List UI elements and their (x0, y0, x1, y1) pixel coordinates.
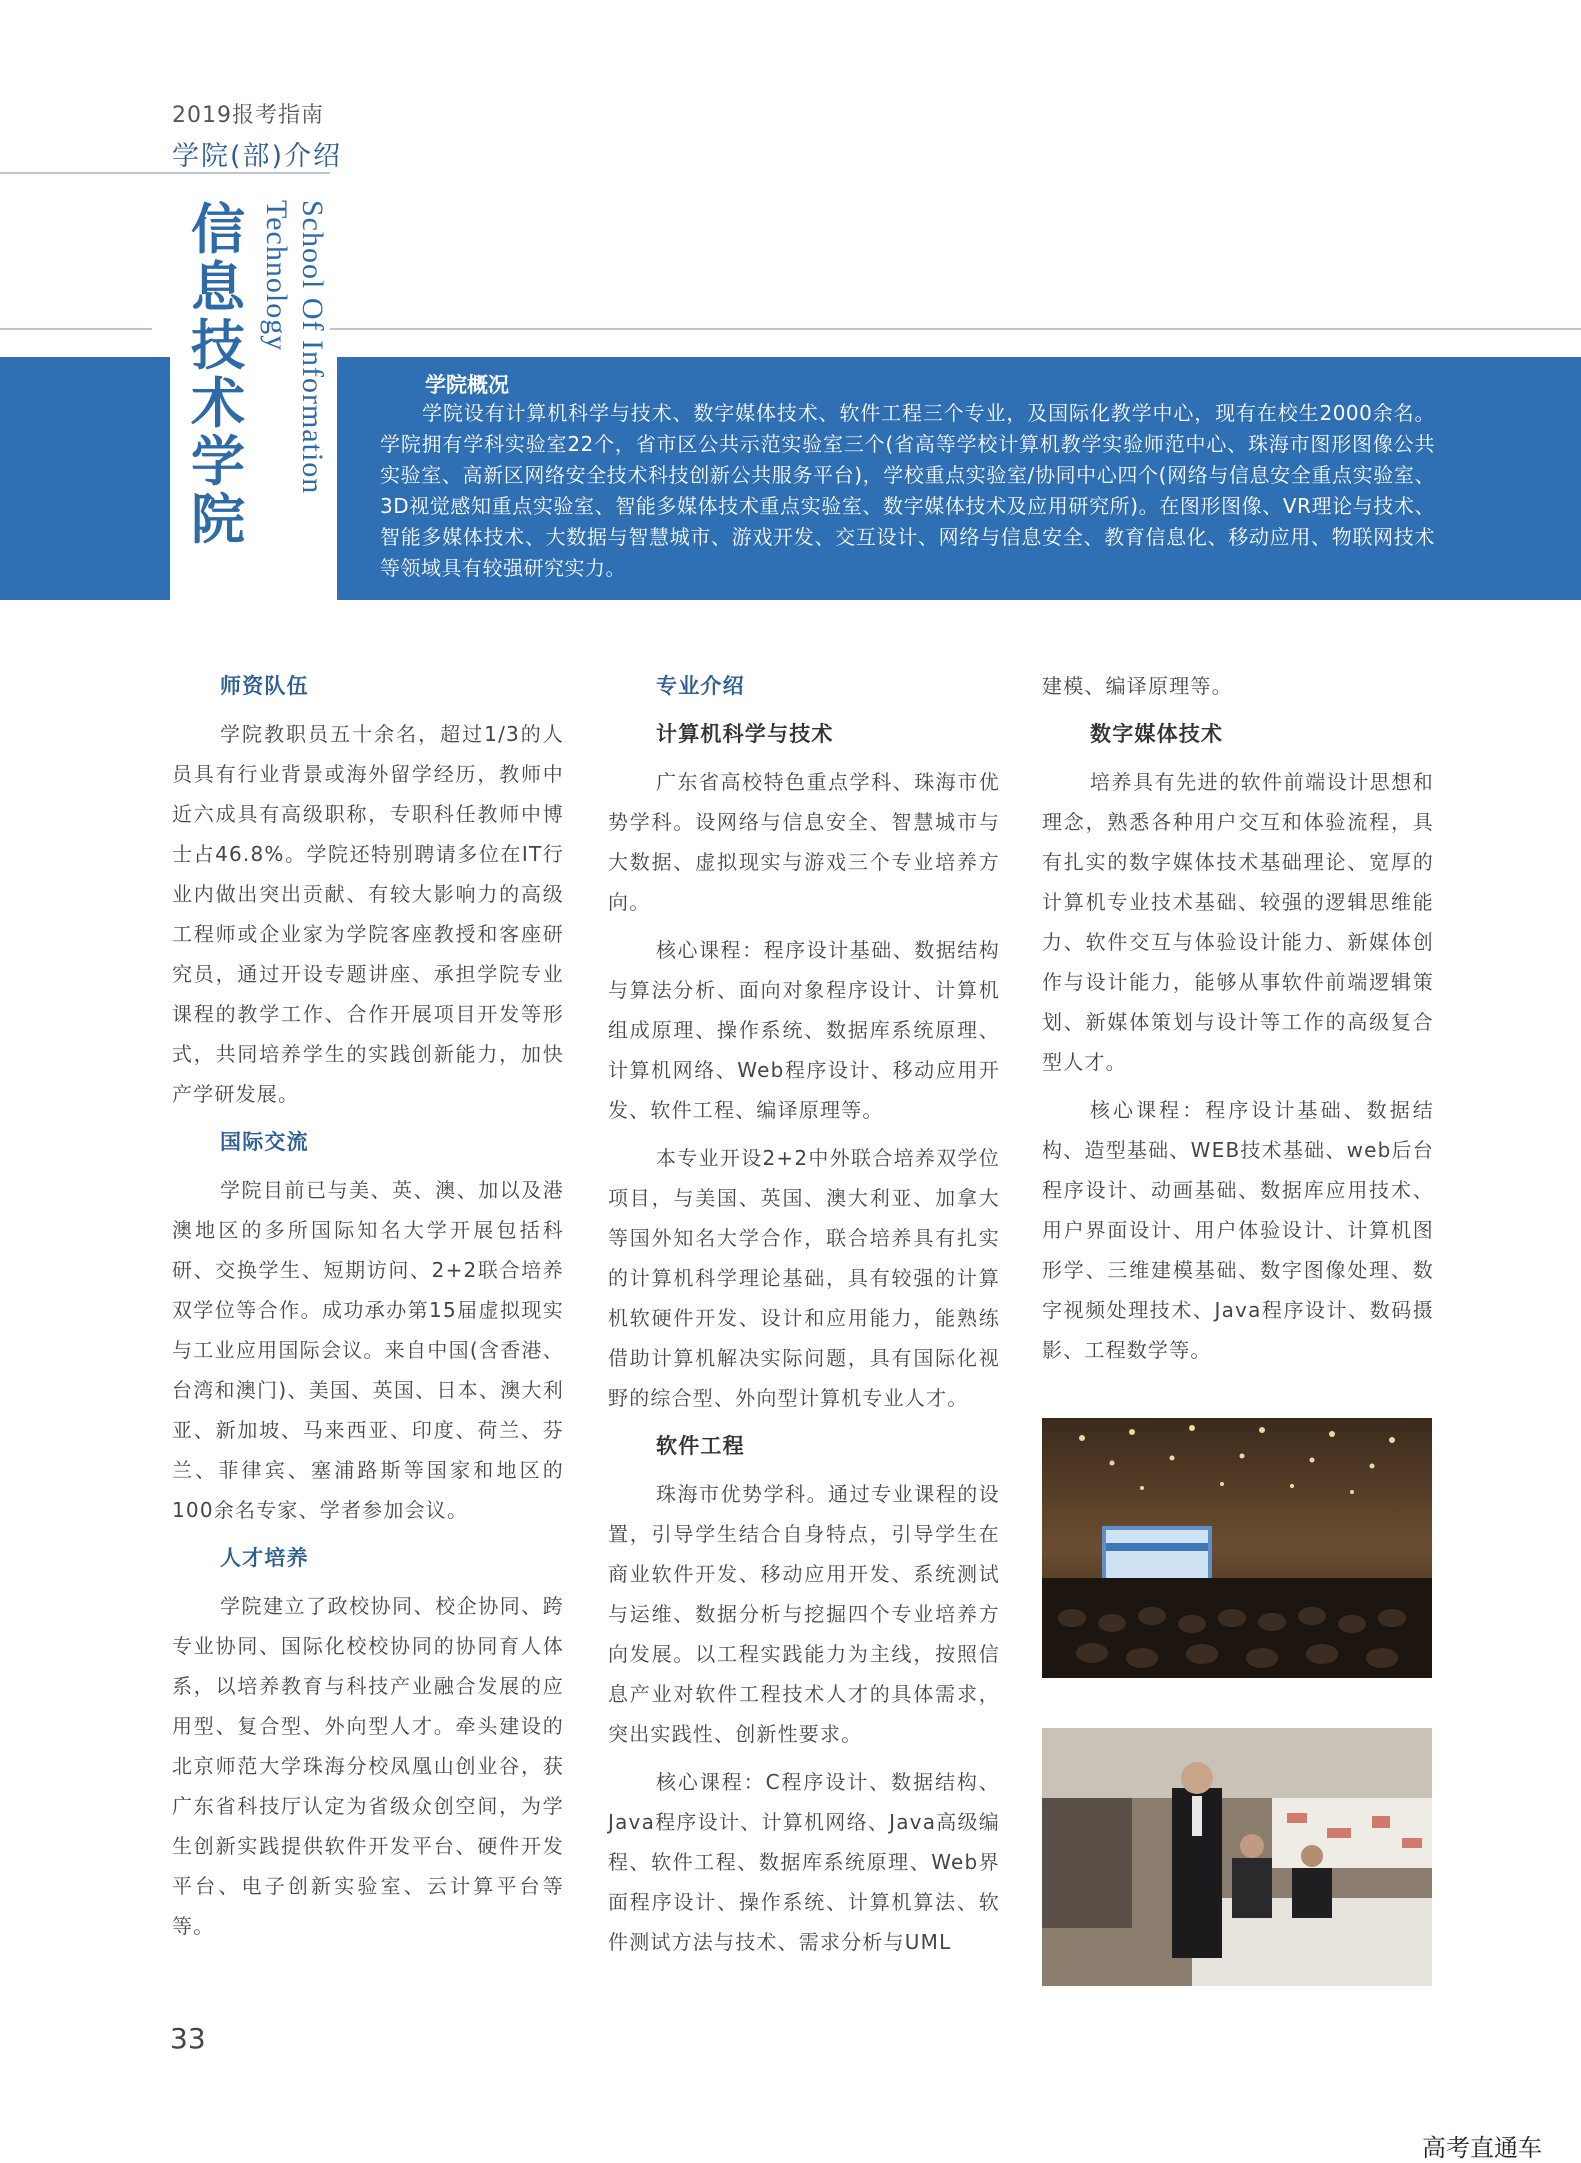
guide-year: 2019报考指南 (172, 103, 324, 128)
classroom-photo-image (1042, 1728, 1432, 1986)
intl-heading: 国际交流 (220, 1130, 309, 1154)
right-divider (330, 328, 1581, 330)
school-name-cn: 信息技术学院 (191, 197, 245, 551)
overview-body: 学院设有计算机科学与技术、数字媒体技术、软件工程三个专业，及国际化教学中心，现有在校生2000余名。学院拥有学科实验室22个，省市区公共示范实验室三个(省高等学校计算机教学实验师范中心、珠海市图形图像公共实验室、高新区网络安全技术科技创新公共服务平台)，学校重点实验室/协同中心四个(网络与信息安全重点实验室、3D视觉感知重点实验室、智能多媒体技术重点实验室、数字媒体技术及应用研究所)。在图形图像、VR理论与技术、智能多媒体技术、大数据与智慧城市、游戏开发、交互设计、网络与信息安全、教育信息化、移动应用、物联网技术等领域具有较强研究实力。 (380, 401, 1435, 580)
cs-paragraph-3: 本专业开设2+2中外联合培养双学位项目，与美国、英国、澳大利亚、加拿大等国外知名大学合作，联合培养具有扎实的计算机科学理论基础，具有较强的计算机软硬件开发、设计和应用能力，能熟练借助计算机解决实际问题，具有国际化视野的综合型、外向型计算机专业人才。 (608, 1146, 1000, 1410)
school-name-en: School Of Information Technology (260, 200, 329, 495)
faculty-paragraph: 学院教职员五十余名，超过1/3的人员具有行业背景或海外留学经历，教师中近六成具有高级职称，专职科任教师中博士占46.8%。学院还特别聘请多位在IT行业内做出突出贡献、有较大影响力的高级工程师或企业家为学院客座教授和客座研究员，通过开设专题讲座、承担学院专业课程的教学工作、合作开展项目开发等形式，共同培养学生的实践创新能力，加快产学研发展。 (172, 722, 564, 1106)
majors-heading: 专业介绍 (656, 674, 745, 698)
overview-title: 学院概况 (425, 373, 509, 397)
se-paragraph-tail: 建模、编译原理等。 (1042, 674, 1233, 698)
faculty-heading: 师资队伍 (220, 674, 309, 698)
blue-band-left (0, 357, 170, 600)
cs-heading: 计算机科学与技术 (656, 722, 834, 746)
dm-paragraph-1: 培养具有先进的软件前端设计思想和理念，熟悉各种用户交互和体验流程，具有扎实的数字媒体技术基础理论、宽厚的计算机专业技术基础、较强的逻辑思维能力、软件交互与体验设计能力、新媒体创作与设计能力，能够从事软件前端逻辑策划、新媒体策划与设计等工作的高级复合型人才。 (1042, 770, 1434, 1074)
cs-paragraph-1: 广东省高校特色重点学科、珠海市优势学科。设网络与信息安全、智慧城市与大数据、虚拟现实与游戏三个专业培养方向。 (608, 770, 1000, 914)
header-rule (0, 172, 330, 174)
intl-paragraph: 学院目前已与美、英、澳、加以及港澳地区的多所国际知名大学开展包括科研、交换学生、短期访问、2+2联合培养双学位等合作。成功承办第15届虚拟现实与工业应用国际会议。来自中国(含香港、台湾和澳门)、美国、英国、日本、澳大利亚、新加坡、马来西亚、印度、荷兰、芬兰、菲律宾、塞浦路斯等国家和地区的100余名专家、学者参加会议。 (172, 1178, 564, 1522)
dm-heading: 数字媒体技术 (1090, 722, 1224, 746)
watermark-text: 高考直通车 (1422, 2134, 1542, 2162)
conference-photo (1042, 1418, 1432, 1678)
page-number: 33 (170, 2022, 206, 2055)
cs-paragraph-2: 核心课程：程序设计基础、数据结构与算法分析、面向对象程序设计、计算机组成原理、操作系统、数据库系统原理、计算机网络、Web程序设计、移动应用开发、软件工程、编译原理等。 (608, 938, 1000, 1122)
conference-photo-image (1042, 1418, 1432, 1678)
se-paragraph-1: 珠海市优势学科。通过专业课程的设置，引导学生结合自身特点，引导学生在商业软件开发、移动应用开发、系统测试与运维、数据分析与挖掘四个专业培养方向发展。以工程实践能力为主线，按照信息产业对软件工程技术人才的具体需求，突出实践性、创新性要求。 (608, 1482, 1000, 1746)
dm-paragraph-2: 核心课程：程序设计基础、数据结构、造型基础、WEB技术基础、web后台程序设计、动画基础、数据库应用技术、用户界面设计、用户体验设计、计算机图形学、三维建模基础、数字图像处理、数字视频处理技术、Java程序设计、数码摄影、工程数学等。 (1042, 1098, 1434, 1362)
column-2 (608, 666, 1000, 1970)
section-heading: 学院(部)介绍 (172, 141, 343, 172)
column-3 (1042, 666, 1434, 1378)
se-heading: 软件工程 (656, 1434, 745, 1458)
se-paragraph-2: 核心课程：C程序设计、数据结构、Java程序设计、计算机网络、Java高级编程、软件工程、数据库系统原理、Web界面程序设计、操作系统、计算机算法、软件测试方法与技术、需求分析与UML (608, 1770, 1000, 1954)
classroom-photo (1042, 1728, 1432, 1986)
talent-paragraph: 学院建立了政校协同、校企协同、跨专业协同、国际化校校协同的协同育人体系，以培养教育与科技产业融合发展的应用型、复合型、外向型人才。牵头建设的北京师范大学珠海分校凤凰山创业谷，获广东省科技厅认定为省级众创空间，为学生创新实践提供软件开发平台、硬件开发平台、电子创新实验室、云计算平台等等。 (172, 1594, 564, 1938)
column-1 (172, 666, 564, 1954)
talent-heading: 人才培养 (220, 1546, 309, 1570)
left-divider (0, 328, 152, 330)
